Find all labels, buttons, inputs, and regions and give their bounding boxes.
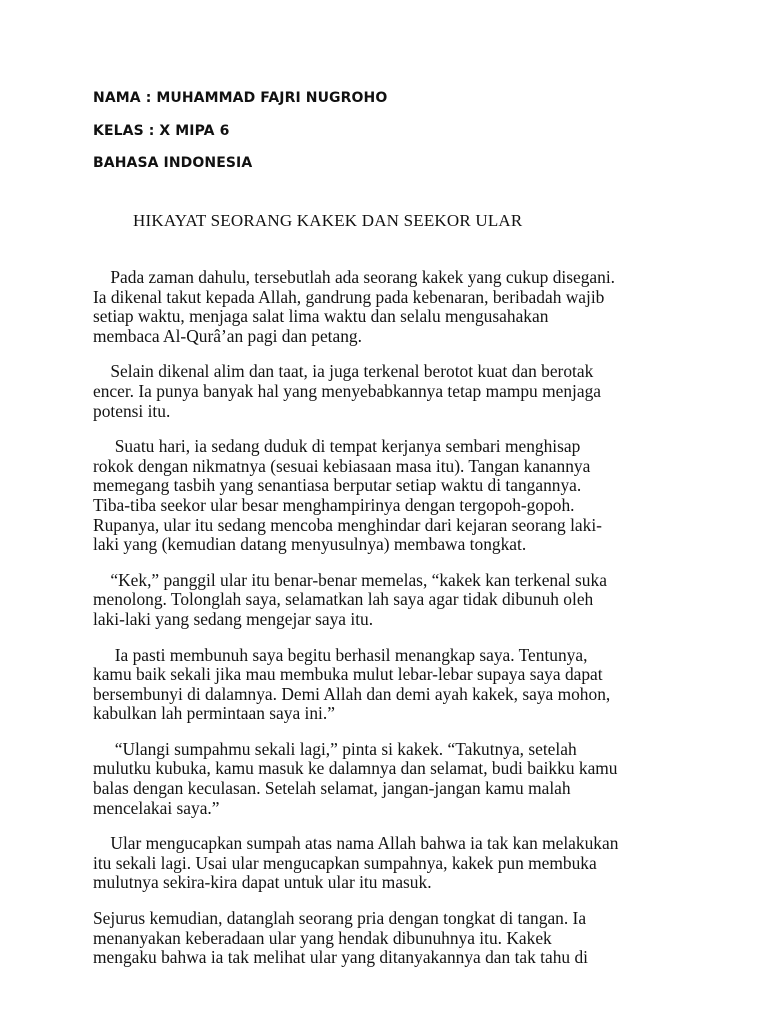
paragraph-line: Suatu hari, ia sedang duduk di tempat kerjanya sembari menghisap [93,436,581,457]
paragraph-line: “Kek,” panggil ular itu benar-benar memelas, “kakek kan terkenal suka [93,569,607,590]
paragraph-line: laki-laki yang sedang mengejar saya itu. [93,608,374,629]
paragraph-line: Ia dikenal takut kepada Allah, gandrung pada kebenaran, beribadah wajib [93,286,605,307]
paragraph-line: Tiba-tiba seekor ular besar menghampirinya dengan tergopoh-gopoh. [93,494,575,515]
paragraph-line: mengaku bahwa ia tak melihat ular yang ditanyakannya dan tak tahu di [93,947,588,968]
student-name-line: NAMA : MUHAMMAD FAJRI NUGROHO [93,90,388,106]
paragraph-line: Sejurus kemudian, datanglah seorang pria dengan tongkat di tangan. Ia [93,908,587,929]
story-paragraph [93,437,683,555]
paragraph-line: setiap waktu, menjaga salat lima waktu dan selalu mengusahakan [93,306,549,327]
paragraph-line: mulutnya sekira-kira dapat untuk ular itu masuk. [93,872,432,893]
subject-line: BAHASA INDONESIA [93,155,253,171]
paragraph-line: itu sekali lagi. Usai ular mengucapkan sumpahnya, kakek pun membuka [93,852,597,873]
story-paragraph [93,571,683,630]
story-paragraph [93,740,683,818]
story-body [93,268,683,984]
story-paragraph [93,362,683,421]
document-title: HIKAYAT SEORANG KAKEK DAN SEEKOR ULAR [133,211,523,230]
paragraph-line: Rupanya, ular itu sedang mencoba menghindar dari kejaran seorang laki- [93,514,602,535]
paragraph-line: “Ulangi sumpahmu sekali lagi,” pinta si kakek. “Takutnya, setelah [93,738,577,759]
paragraph-line: membaca Al-Qurâ’an pagi dan petang. [93,325,362,346]
paragraph-line: Selain dikenal alim dan taat, ia juga terkenal berotot kuat dan berotak [93,361,594,382]
story-paragraph [93,834,683,893]
student-class-line: KELAS : X MIPA 6 [93,123,230,139]
paragraph-line: potensi itu. [93,400,171,421]
paragraph-line: encer. Ia punya banyak hal yang menyebabkannya tetap mampu menjaga [93,380,601,401]
story-paragraph [93,268,683,346]
paragraph-line: mulutku kubuka, kamu masuk ke dalamnya dan selamat, budi baikku kamu [93,758,618,779]
paragraph-line: balas dengan keculasan. Setelah selamat, jangan-jangan kamu malah [93,778,571,799]
paragraph-line: Pada zaman dahulu, tersebutlah ada seorang kakek yang cukup disegani. [93,267,616,287]
paragraph-line: menolong. Tolonglah saya, selamatkan lah saya agar tidak dibunuh oleh [93,589,594,610]
story-paragraph [93,646,683,724]
paragraph-line: Ular mengucapkan sumpah atas nama Allah bahwa ia tak kan melakukan [93,833,619,854]
paragraph-line: Ia pasti membunuh saya begitu berhasil menangkap saya. Tentunya, [93,644,588,665]
paragraph-line: menanyakan keberadaan ular yang hendak dibunuhnya itu. Kakek [93,927,552,948]
paragraph-line: kabulkan lah permintaan saya ini.” [93,703,335,724]
paragraph-line: memegang tasbih yang senantiasa berputar setiap waktu di tangannya. [93,475,582,496]
paragraph-line: laki yang (kemudian datang menyusulnya) membawa tongkat. [93,534,527,555]
paragraph-line: kamu baik sekali jika mau membuka mulut lebar-lebar supaya saya dapat [93,664,603,685]
story-paragraph [93,909,683,968]
paragraph-line: rokok dengan nikmatnya (sesuai kebiasaan masa itu). Tangan kanannya [93,455,591,476]
paragraph-line: mencelakai saya.” [93,797,220,818]
paragraph-line: bersembunyi di dalamnya. Demi Allah dan demi ayah kakek, saya mohon, [93,683,611,704]
